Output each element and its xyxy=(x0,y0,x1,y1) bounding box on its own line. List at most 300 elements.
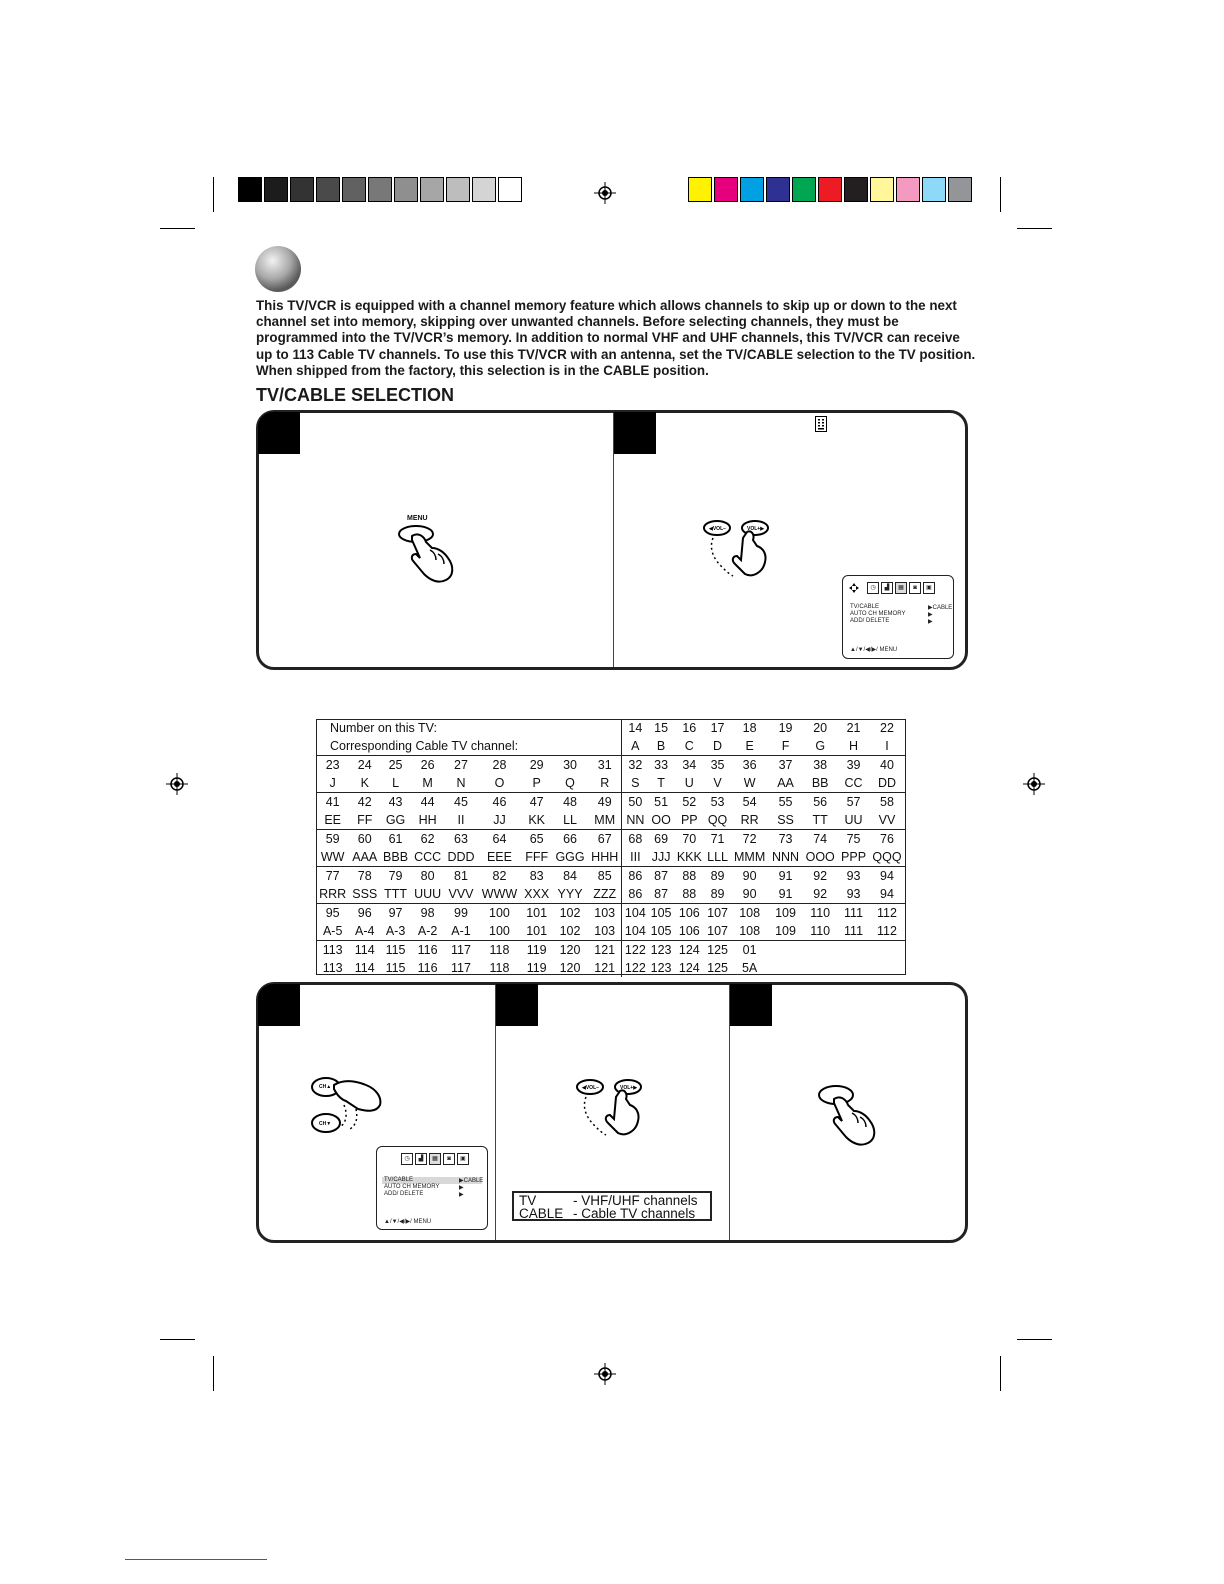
table-cell: 36 xyxy=(730,756,768,775)
table-cell: II xyxy=(457,813,465,827)
gray-swatch xyxy=(394,177,418,202)
channel-table xyxy=(316,719,905,977)
color-swatch xyxy=(714,177,738,202)
table-cell: 82 xyxy=(478,867,522,886)
menu-button-label: MENU xyxy=(407,515,428,522)
table-cell: 24 xyxy=(349,756,380,775)
gray-swatch xyxy=(290,177,314,202)
table-cell: 5A xyxy=(741,961,758,975)
table-cell: 48 xyxy=(552,793,588,812)
table-cell: 39 xyxy=(838,756,869,775)
table-cell: 73 xyxy=(769,830,802,849)
table-cell: 123 xyxy=(650,961,672,975)
table-cell: 44 xyxy=(411,793,444,812)
tv-cable-legend xyxy=(512,1191,712,1221)
registration-mark-icon xyxy=(166,773,188,795)
table-cell: 80 xyxy=(411,867,444,886)
table-row xyxy=(316,719,905,737)
remote-control-icon xyxy=(815,416,827,432)
table-cell: 115 xyxy=(385,961,406,975)
table-cell: 56 xyxy=(802,793,838,812)
table-cell: L xyxy=(392,776,400,790)
exit-button[interactable] xyxy=(818,1083,880,1147)
table-cell: 111 xyxy=(838,904,869,923)
table-cell: 104 xyxy=(622,904,648,923)
table-cell: 34 xyxy=(674,756,705,775)
table-cell: WWW xyxy=(481,887,518,901)
table-cell: BBB xyxy=(383,850,409,864)
table-cell: CCC xyxy=(414,850,442,864)
table-cell: 118 xyxy=(489,961,510,975)
table-cell: 53 xyxy=(705,793,731,812)
osd-footer: ▲/▼/◀/▶/ MENU xyxy=(384,1219,432,1225)
table-cell: 30 xyxy=(552,756,588,775)
setup-icon: ◙ xyxy=(909,582,921,594)
table-cell: JJJ xyxy=(651,850,671,864)
gray-swatch xyxy=(498,177,522,202)
table-cell: 79 xyxy=(380,867,411,886)
table-cell: 40 xyxy=(869,756,905,775)
table-row xyxy=(316,848,905,867)
table-cell: 22 xyxy=(880,721,894,735)
crop-mark xyxy=(213,1356,214,1391)
table-cell: A-5 xyxy=(322,924,343,938)
table-cell: 125 xyxy=(705,941,731,960)
table-cell: BB xyxy=(811,776,829,790)
legend-row-tv: TV - VHF/UHF channels xyxy=(519,1193,698,1208)
table-cell xyxy=(802,941,838,960)
table-cell: 68 xyxy=(622,830,648,849)
registration-mark-icon xyxy=(594,1363,616,1385)
table-cell: UU xyxy=(844,813,863,827)
table-cell: 97 xyxy=(380,904,411,923)
table-cell: 122 xyxy=(622,959,648,977)
table-cell: 94 xyxy=(880,887,894,901)
table-cell: 23 xyxy=(316,756,349,775)
table-cell: 110 xyxy=(802,904,838,923)
table-row xyxy=(316,737,905,756)
table-cell: A-4 xyxy=(355,924,375,938)
osd-row-label: ADD/ DELETE xyxy=(384,1191,424,1197)
table-cell: PP xyxy=(680,813,698,827)
table-cell: SSS xyxy=(352,887,378,901)
table-cell: U xyxy=(684,776,694,790)
table-cell: S xyxy=(622,774,648,793)
table-cell: NNN xyxy=(771,850,800,864)
table-cell: K xyxy=(360,776,369,790)
table-cell: 115 xyxy=(380,941,411,960)
color-swatch xyxy=(740,177,764,202)
table-cell: 101 xyxy=(521,904,552,923)
table-cell: C xyxy=(684,739,694,753)
table-cell: A-2 xyxy=(417,924,438,938)
table-cell: R xyxy=(600,776,610,790)
svg-text:◀VOL–: ◀VOL– xyxy=(582,1085,599,1091)
table-cell: 86 xyxy=(622,867,648,886)
table-cell: 102 xyxy=(559,924,581,938)
table-cell: 62 xyxy=(411,830,444,849)
table-cell: 119 xyxy=(521,941,552,960)
table-cell: VV xyxy=(878,813,896,827)
table-cell: 96 xyxy=(349,904,380,923)
table-cell xyxy=(769,959,802,977)
color-swatch xyxy=(870,177,894,202)
table-cell: 110 xyxy=(810,924,831,938)
table-cell: 35 xyxy=(705,756,731,775)
table-cell: 70 xyxy=(674,830,705,849)
table-cell: III xyxy=(622,848,648,867)
osd-row-value: ▶CABLE xyxy=(928,605,953,611)
table-cell: 118 xyxy=(478,941,522,960)
table-cell: PPP xyxy=(841,850,867,864)
table-cell: H xyxy=(849,739,859,753)
table-cell: 112 xyxy=(869,904,905,923)
table-cell: DDD xyxy=(447,850,475,864)
table-row xyxy=(316,885,905,904)
table-cell: 114 xyxy=(354,961,375,975)
table-cell: A xyxy=(622,737,648,756)
table-cell: 122 xyxy=(622,941,648,960)
table-cell: 124 xyxy=(674,941,705,960)
intro-paragraph: This TV/VCR is equipped with a channel memory feature which allows channels to skip up or down to the next channel set into memory, skipping over unwanted channels. Before selecting channels, they must be programmed into the TV/VCR’s memory. In addition to normal VHF and UHF channels, this TV/VCR can receive up to 113 Cable TV channels. To use this TV/VCR with an antenna, set the TV/CABLE selection to the TV position. When shipped from the factory, this selection is in the CABLE position. xyxy=(256,298,976,378)
table-cell: GGG xyxy=(555,850,585,864)
registration-mark-icon xyxy=(1023,773,1045,795)
gray-swatch xyxy=(420,177,444,202)
clock-icon: ◷ xyxy=(867,582,879,594)
table-cell: 16 xyxy=(682,721,697,735)
table-cell: 17 xyxy=(710,721,725,735)
table-cell xyxy=(838,959,869,977)
table-cell: 51 xyxy=(648,793,674,812)
table-cell: 55 xyxy=(769,793,802,812)
table-cell: 67 xyxy=(588,830,622,849)
table-row xyxy=(316,830,905,849)
registration-mark-icon xyxy=(594,182,616,204)
table-cell: VVV xyxy=(448,887,474,901)
table-cell: 49 xyxy=(588,793,622,812)
table-cell: 31 xyxy=(588,756,622,775)
gray-swatch xyxy=(368,177,392,202)
table-cell: RRR xyxy=(319,887,347,901)
table-cell: 121 xyxy=(594,961,616,975)
table-cell: 120 xyxy=(559,961,581,975)
crop-mark xyxy=(160,228,195,229)
section-title: TV/CABLE SELECTION xyxy=(256,385,455,405)
gray-swatch xyxy=(238,177,262,202)
table-cell: 26 xyxy=(411,756,444,775)
table-cell xyxy=(802,959,838,977)
table-cell xyxy=(769,941,802,960)
table-cell: 71 xyxy=(705,830,731,849)
table-cell: 28 xyxy=(478,756,522,775)
table-cell xyxy=(869,941,905,960)
table-cell: 95 xyxy=(316,904,349,923)
table-cell: 105 xyxy=(648,904,674,923)
osd-row-label: TV/CABLE xyxy=(850,604,880,610)
osd-row-value: ▶ xyxy=(459,1185,464,1191)
section-bullet-icon xyxy=(254,245,302,293)
table-cell: 93 xyxy=(846,887,861,901)
table-cell: 38 xyxy=(802,756,838,775)
color-swatch xyxy=(766,177,790,202)
table-cell: QQQ xyxy=(872,850,902,864)
table-row xyxy=(316,774,905,793)
table-cell: 47 xyxy=(521,793,552,812)
table-cell: 77 xyxy=(316,867,349,886)
crop-mark xyxy=(213,177,214,212)
table-cell: 83 xyxy=(521,867,552,886)
step-number-box xyxy=(730,984,772,1026)
crop-mark xyxy=(1017,1339,1052,1340)
table-cell: 92 xyxy=(802,867,838,886)
osd-row-value: ▶ xyxy=(928,619,933,625)
step-number-box xyxy=(496,984,538,1026)
table-cell: OOO xyxy=(805,850,835,864)
table-cell: EE xyxy=(324,813,342,827)
table-cell: Number on this TV: xyxy=(330,721,437,735)
table-cell: J xyxy=(329,776,336,790)
table-cell: D xyxy=(713,739,723,753)
table-cell: 41 xyxy=(316,793,349,812)
step-number-box xyxy=(258,984,300,1026)
table-cell: LL xyxy=(563,813,577,827)
table-cell: 33 xyxy=(648,756,674,775)
crop-mark xyxy=(1000,177,1001,212)
table-cell: 81 xyxy=(444,867,477,886)
table-cell: 103 xyxy=(588,904,622,923)
table-cell: 101 xyxy=(526,924,548,938)
on-screen-menu xyxy=(376,1146,488,1230)
table-cell xyxy=(838,941,869,960)
table-cell: 29 xyxy=(521,756,552,775)
table-cell: 114 xyxy=(349,941,380,960)
gray-swatch xyxy=(264,177,288,202)
table-cell: B xyxy=(656,739,666,753)
table-cell: MM xyxy=(594,813,616,827)
table-cell: 76 xyxy=(869,830,905,849)
table-cell: FF xyxy=(357,813,373,827)
table-cell: RR xyxy=(740,813,759,827)
table-cell: AA xyxy=(777,776,794,790)
table-cell: AAA xyxy=(352,850,378,864)
table-row xyxy=(316,811,905,830)
table-cell: ZZZ xyxy=(593,887,617,901)
table-cell: EEE xyxy=(486,850,512,864)
table-cell: 100 xyxy=(478,904,522,923)
color-swatch xyxy=(844,177,868,202)
table-cell: 112 xyxy=(877,924,897,938)
table-cell: 117 xyxy=(451,961,471,975)
setup-icon: ◙ xyxy=(443,1153,455,1165)
table-cell: 93 xyxy=(838,867,869,886)
table-cell: 59 xyxy=(316,830,349,849)
table-cell: 50 xyxy=(622,793,648,812)
table-cell: 106 xyxy=(674,904,705,923)
table-cell: 90 xyxy=(730,867,768,886)
table-cell: 45 xyxy=(444,793,477,812)
table-cell: 88 xyxy=(674,867,705,886)
table-cell: 61 xyxy=(380,830,411,849)
table-cell: JJ xyxy=(493,813,506,827)
crop-mark xyxy=(160,1339,195,1340)
table-cell: 32 xyxy=(622,756,648,775)
table-cell: W xyxy=(743,776,756,790)
color-swatch xyxy=(688,177,712,202)
table-cell: 124 xyxy=(678,961,700,975)
cursor-arrows-icon xyxy=(849,583,859,593)
table-row xyxy=(316,941,905,960)
table-cell: 123 xyxy=(648,941,674,960)
table-cell: HHH xyxy=(591,850,619,864)
table-cell: 57 xyxy=(838,793,869,812)
table-cell: 86 xyxy=(622,885,648,904)
osd-footer: ▲/▼/◀/▶/ MENU xyxy=(850,647,898,653)
table-cell: HH xyxy=(418,813,437,827)
picture-icon: ▟ xyxy=(881,582,893,594)
table-cell: XXX xyxy=(524,887,550,901)
gray-swatch xyxy=(316,177,340,202)
svg-text:VOL+▶: VOL+▶ xyxy=(747,526,765,532)
table-cell: 100 xyxy=(489,924,510,938)
table-cell: 52 xyxy=(674,793,705,812)
table-cell: YYY xyxy=(557,887,583,901)
table-cell: 66 xyxy=(552,830,588,849)
table-cell: LLL xyxy=(707,850,728,864)
color-swatch xyxy=(896,177,920,202)
table-cell: 109 xyxy=(769,904,802,923)
table-cell: 89 xyxy=(705,867,731,886)
table-cell: 19 xyxy=(778,721,793,735)
language-icon: ▣ xyxy=(923,582,935,594)
table-cell: 125 xyxy=(707,961,728,975)
table-cell: 119 xyxy=(526,961,547,975)
svg-text:VOL+▶: VOL+▶ xyxy=(620,1085,638,1091)
table-cell: 15 xyxy=(654,721,669,735)
table-row xyxy=(316,959,905,977)
step-number-box xyxy=(258,412,300,454)
table-cell: T xyxy=(657,776,665,790)
table-cell: 58 xyxy=(869,793,905,812)
table-cell: G xyxy=(815,739,826,753)
footer-rule xyxy=(125,1559,267,1560)
table-cell: 75 xyxy=(838,830,869,849)
legend-row-cable: CABLE - Cable TV channels xyxy=(519,1206,696,1221)
channel-buttons-hand-icon[interactable] xyxy=(310,1075,386,1137)
table-cell xyxy=(869,959,905,977)
table-cell: 42 xyxy=(349,793,380,812)
table-cell: 65 xyxy=(521,830,552,849)
table-cell: A-3 xyxy=(385,924,406,938)
table-cell: 94 xyxy=(869,867,905,886)
table-cell: NN xyxy=(622,811,648,830)
table-cell: UUU xyxy=(414,887,442,901)
table-cell: MMM xyxy=(734,850,766,864)
table-cell: 111 xyxy=(844,924,864,938)
table-cell: 25 xyxy=(380,756,411,775)
table-cell: O xyxy=(494,776,505,790)
osd-row-label: AUTO CH MEMORY xyxy=(850,611,906,617)
table-cell: 116 xyxy=(417,961,438,975)
table-cell: 98 xyxy=(411,904,444,923)
gray-swatch xyxy=(472,177,496,202)
table-cell: M xyxy=(422,776,433,790)
table-cell: KKK xyxy=(676,850,702,864)
picture-icon: ▟ xyxy=(415,1153,427,1165)
volume-buttons-hand-icon[interactable] xyxy=(576,1077,648,1139)
osd-row-label: ADD/ DELETE xyxy=(850,618,890,624)
table-cell: 99 xyxy=(444,904,477,923)
table-cell: 43 xyxy=(380,793,411,812)
table-cell: 87 xyxy=(654,887,669,901)
table-cell: 01 xyxy=(730,941,768,960)
table-cell: 21 xyxy=(846,721,861,735)
table-cell: 60 xyxy=(349,830,380,849)
table-cell: P xyxy=(532,776,541,790)
table-cell: 107 xyxy=(707,924,728,938)
volume-buttons-hand-icon[interactable] xyxy=(703,518,775,580)
table-cell: 121 xyxy=(588,941,622,960)
table-row xyxy=(316,756,905,775)
table-cell: 109 xyxy=(775,924,796,938)
table-cell: V xyxy=(713,776,722,790)
table-cell: 108 xyxy=(730,904,768,923)
svg-text:CH▼: CH▼ xyxy=(319,1121,332,1127)
crop-mark xyxy=(1017,228,1052,229)
step-number-box xyxy=(614,412,656,454)
table-cell: 84 xyxy=(552,867,588,886)
language-icon: ▣ xyxy=(457,1153,469,1165)
color-swatch xyxy=(948,177,972,202)
table-cell: Q xyxy=(565,776,575,790)
table-row xyxy=(316,922,905,941)
table-cell: QQ xyxy=(707,813,728,827)
table-cell: 107 xyxy=(705,904,731,923)
table-cell: 103 xyxy=(594,924,616,938)
osd-row-value: ▶ xyxy=(928,612,933,618)
table-cell: 88 xyxy=(682,887,697,901)
table-cell: 113 xyxy=(322,961,343,975)
table-cell: F xyxy=(781,739,790,753)
table-cell: 120 xyxy=(552,941,588,960)
table-cell: A-1 xyxy=(451,924,471,938)
menu-button[interactable] xyxy=(398,522,460,584)
table-cell: 78 xyxy=(349,867,380,886)
osd-row-value: ▶ xyxy=(459,1192,464,1198)
osd-row-label: TV/CABLE xyxy=(384,1177,414,1183)
table-cell: 37 xyxy=(769,756,802,775)
table-cell: OO xyxy=(651,813,671,827)
color-swatch xyxy=(922,177,946,202)
table-row xyxy=(316,793,905,812)
table-cell: 91 xyxy=(778,887,793,901)
osd-row-value: ▶CABLE xyxy=(459,1178,484,1184)
on-screen-menu xyxy=(842,575,954,659)
table-cell: I xyxy=(885,739,889,753)
table-cell: 105 xyxy=(650,924,672,938)
table-cell: 63 xyxy=(444,830,477,849)
table-cell: 46 xyxy=(478,793,522,812)
table-cell: TT xyxy=(812,813,828,827)
table-cell: 102 xyxy=(552,904,588,923)
table-cell: E xyxy=(745,739,754,753)
table-cell: 104 xyxy=(622,922,648,941)
table-cell: SS xyxy=(777,813,794,827)
gray-swatch xyxy=(342,177,366,202)
table-cell: 54 xyxy=(730,793,768,812)
table-cell: FFF xyxy=(525,850,549,864)
table-cell: KK xyxy=(528,813,545,827)
table-cell: 27 xyxy=(444,756,477,775)
